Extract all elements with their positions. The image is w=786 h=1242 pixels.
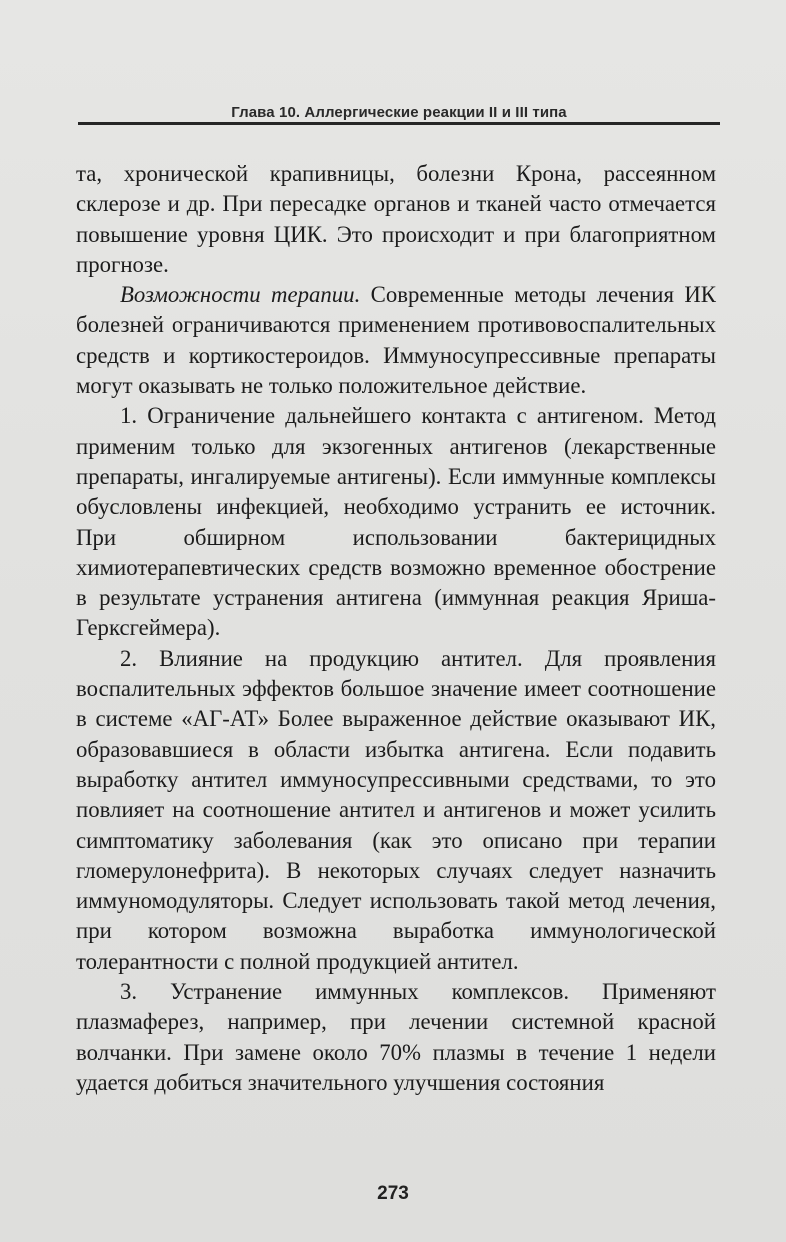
paragraph-therapy (76, 280, 716, 401)
main-text (76, 159, 716, 1098)
paragraph-therapy-text: Современные методы лечения ИК болезней ограничиваются применением противовоспалительных средств и кортикостероидов. Иммуносупрессивные препараты могут оказывать не только положительное действие. (76, 282, 716, 399)
run-in-heading: Возможности терапии. (120, 282, 361, 308)
paragraph-continuation: та, хронической крапивницы, болезни Крона, рассеянном склерозе и др. При пересадке органов и тканей часто отмечается повышение уровня ЦИК. Это происходит и при благоприятном прогнозе. (76, 161, 716, 277)
paragraph-item-2: 2. Влияние на продукцию антител. Для проявления воспалительных эффектов большое значение имеет соотношение в системе «АГ-АТ» Более выраженное действие оказывают ИК, образовавшиеся в области избытка антигена. Если подавить выработку антител иммуносупрессивными средствами, то это повлияет на соотношение антител и антигенов и может усилить симптоматику заболевания (как это описано при терапии гломерулонефрита). В некоторых случаях следует назначить иммуномодуляторы. Следует использовать такой метод лечения, при котором возможна выработка иммунологической толерантности с полной продукцией антител. (76, 645, 716, 974)
page-number: 273 (377, 1183, 409, 1204)
paragraph-item-1: 1. Ограничение дальнейшего контакта с антигеном. Метод применим только для экзогенных антигенов (лекарственные препараты, ингалируемые антигены). Если иммунные комплексы обусловлены инфекцией, необходимо устранить ее источник. При обширном использовании бактерицидных химиотерапевтических средств возможно временное обострение в результате устранения антигена (иммунная реакция Яриша-Герксгеймера). (76, 403, 716, 641)
running-head: Глава 10. Аллергические реакции II и III типа (231, 104, 567, 121)
header-rule (78, 122, 720, 125)
paragraph-item-3: 3. Устранение иммунных комплексов. Применяют плазмаферез, например, при лечении системной красной волчанки. При замене около 70% плазмы в течение 1 недели удается добиться значительного улучшения состояния (76, 979, 716, 1095)
